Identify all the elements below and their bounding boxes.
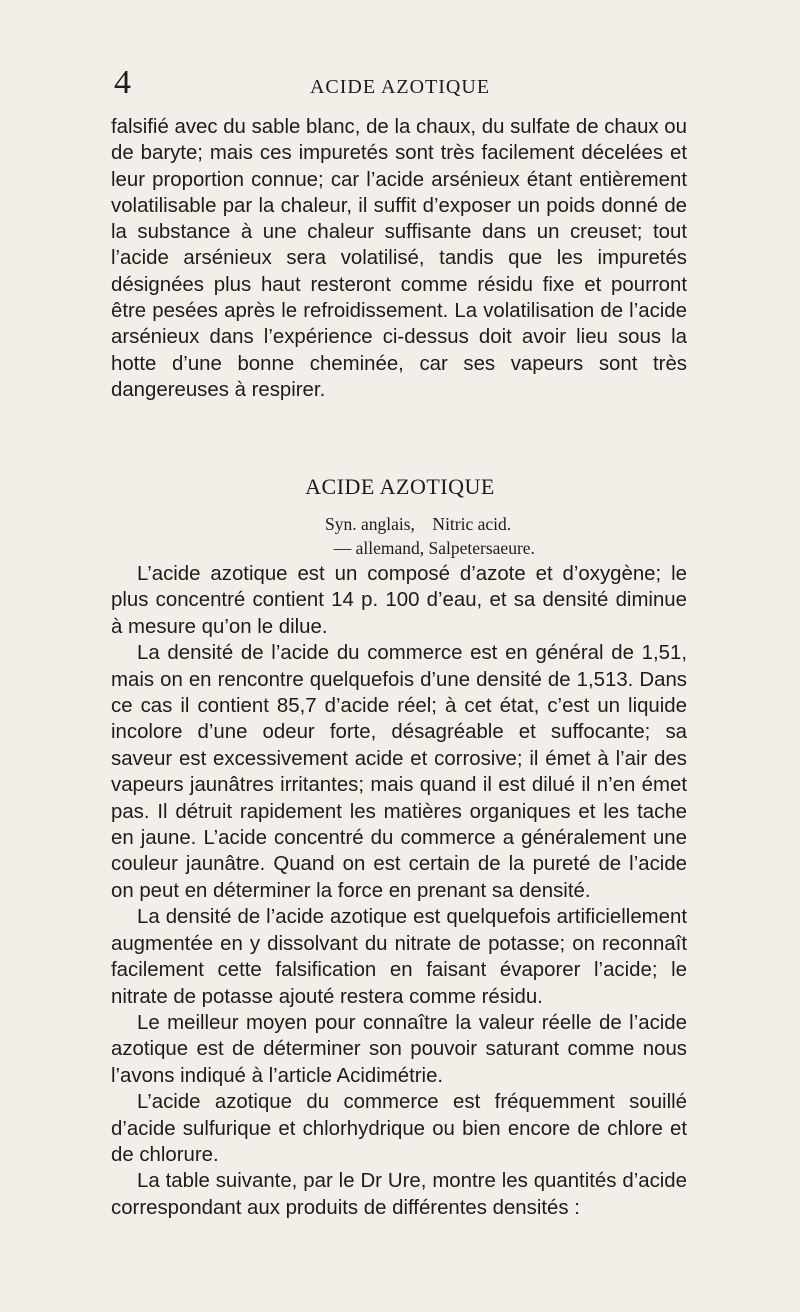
intro-text-block [111, 114, 687, 403]
body-text-block [111, 561, 687, 1221]
synonym-english: Syn. anglais, Nitric acid. [325, 514, 512, 534]
paragraph: Le meilleur moyen pour connaître la valeur réelle de l’acide azotique est de déterminer son pouvoir saturant comme nous l’avons indiqué à l’article Acidimétrie. [111, 1011, 687, 1087]
paragraph: L’acide azotique est un composé d’azote et d’oxygène; le plus concentré contient 14 p. 100 d’eau, et sa densité diminue à mesure qu’on le dilue. [111, 563, 687, 638]
page-number: 4 [114, 64, 131, 101]
paragraph: La densité de l’acide azotique est quelquefois artificiellement augmentée en y dissolvant du nitrate de potasse; on reconnaît facilement cette falsification en faisant évaporer l’acide; le nitrate de potasse ajouté restera comme résidu. [111, 906, 687, 1008]
paragraph: La densité de l’acide du commerce est en général de 1,51, mais on en rencontre quelquefois d’une densité de 1,513. Dans ce cas il contient 85,7 d’acide réel; à cet état, c’est un liquide incolore d’une odeur forte, désagréable et suffocante; sa saveur est excessivement acide et corrosive; il émet à l’air des vapeurs jaunâtres irritantes; mais quand il est dilué il n’en émet pas. Il détruit rapidement les matières organiques et les tache en jaune. L’acide concentré du commerce a généralement une couleur jaunâtre. Quand on est certain de la pureté de l’acide on peut en déterminer la force en prenant sa densité. [111, 642, 687, 902]
paragraph: L’acide azotique du commerce est fréquemment souillé d’acide sulfurique et chlorhydrique ou bien encore de chlore et de chlorure. [111, 1091, 687, 1166]
synonym-german: — allemand, Salpetersaeure. [325, 538, 535, 558]
paragraph: La table suivante, par le Dr Ure, montre les quantités d’acide correspondant aux produits de différentes densités : [111, 1170, 687, 1219]
running-title: ACIDE AZOTIQUE [309, 76, 491, 98]
synonyms-block [325, 512, 535, 560]
intro-paragraph: falsifié avec du sable blanc, de la chaux, du sulfate de chaux ou de baryte; mais ces impuretés sont très facilement décelées et leur proportion connue; car l’acide arsénieux étant entièrement volatilisable par la chaleur, il suffit d’exposer un poids donné de la substance à une chaleur suffisante dans un creuset; tout l’acide arsénieux sera volatilisé, tandis que les impuretés désignées plus haut resteront comme résidu fixe et pourront être pesées après le refroidissement. La volatilisation de l’acide arsénieux dans l’expérience ci-dessus doit avoir lieu sous la hotte d’une bonne cheminée, car ses vapeurs sont très dangereuses à respirer. [111, 116, 687, 401]
section-title: ACIDE AZOTIQUE [305, 474, 495, 499]
